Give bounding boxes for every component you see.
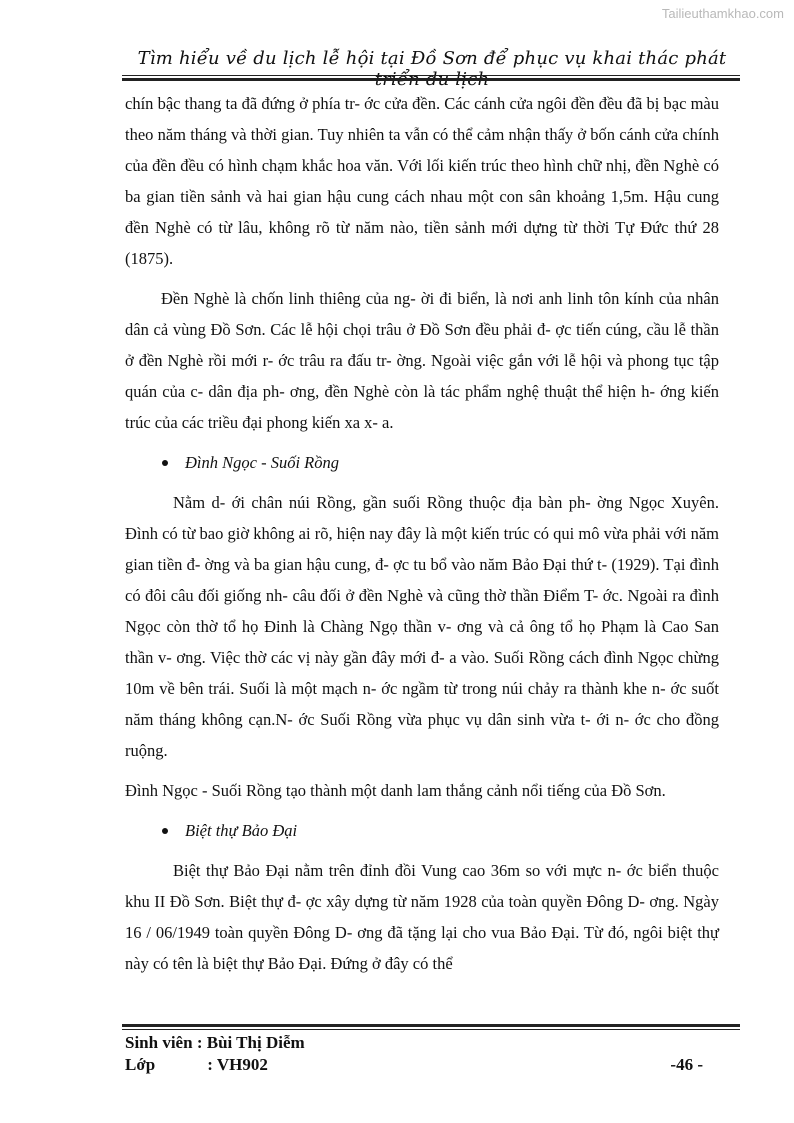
footer-rule-thick (122, 1024, 740, 1027)
class-value: : VH902 (207, 1055, 268, 1074)
bullet-dot-icon (162, 460, 168, 466)
footer (125, 1033, 705, 1077)
paragraph-5: Biệt thự Bảo Đại nằm trên đỉnh đồi Vung cao 36m so với mực n- ớc biển thuộc khu II Đồ Sơn. Biệt thự đ- ợc xây dựng từ năm 1928 của toàn quyền Đông D- ơng. Ngày 16 / 06/1949 toàn quyền Đông D- ơng đã tặng lại cho vua Bảo Đại. Từ đó, ngôi biệt thự này có tên là biệt thự Bảo Đại. Đứng ở đây có thể (125, 861, 719, 973)
page-body (125, 88, 719, 979)
footer-rule-thin (122, 1029, 740, 1030)
student-name: : Bùi Thị Diễm (196, 1033, 305, 1052)
paragraph-3: Nằm d- ới chân núi Rồng, gần suối Rồng thuộc địa bàn ph- ờng Ngọc Xuyên. Đình có từ bao giờ không ai rõ, hiện nay đây là một kiến trúc có qui mô vừa phải với năm gian tiền đ- ờng và ba gian hậu cung, đ- ợc tu bổ vào năm Bảo Đại thứ t- (1929). Tại đình có đôi câu đối giống nh- câu đối ở đền Nghè và cũng thờ thần Điểm T- ớc. Ngoài ra đình Ngọc còn thờ tổ họ Đinh là Chàng Ngọ thần v- ơng và cả ông tổ họ Phạm là Cao San thần v- ơng. Việc thờ các vị này gần đây mới đ- a vào. Suối Rồng cách đình Ngọc chừng 10m về bên trái. Suối là một mạch n- ớc ngầm từ trong núi chảy ra thành khe n- ớc suốt năm tháng không cạn.N- ớc Suối Rồng vừa phục vụ dân sinh vừa t- ới n- ớc cho đồng ruộng. (125, 493, 719, 760)
paragraph-1: chín bậc thang ta đã đứng ở phía tr- ớc cửa đền. Các cánh cửa ngôi đền đều đã bị bạc màu theo năm tháng và thời gian. Tuy nhiên ta vẫn có thể cảm nhận thấy ở bốn cánh cửa chính của đền đều có hình chạm khắc hoa văn. Với lối kiến trúc theo hình chữ nhị, đền Nghè có ba gian tiền sảnh và hai gian hậu cung cách nhau một con sân khoảng 1,5m. Hậu cung đền Nghè có từ lâu, không rõ từ năm nào, tiền sảnh mới dựng từ thời Tự Đức thứ 28 (1875). (125, 94, 719, 268)
paragraph-4: Đình Ngọc - Suối Rồng tạo thành một danh lam thắng cảnh nổi tiếng của Đồ Sơn. (125, 781, 666, 800)
header-rule-thick (122, 78, 740, 81)
bullet-heading-biet-thu (125, 815, 719, 846)
footer-class-row (125, 1055, 705, 1077)
header-rule-thin (122, 75, 740, 76)
class-label: Lớp (125, 1055, 156, 1074)
bullet-heading-dinh-ngoc (125, 447, 719, 478)
bullet-dot-icon (162, 828, 168, 834)
footer-student-row (125, 1033, 705, 1055)
paragraph-2: Đền Nghè là chốn linh thiêng của ng- ời đi biển, là nơi anh linh tôn kính của nhân dân cả vùng Đồ Sơn. Các lễ hội chọi trâu ở Đồ Sơn đều phải đ- ợc tiến cúng, cầu lễ thần ở đền Nghè rồi mới r- ớc trâu ra đấu tr- ờng. Ngoài việc gắn với lễ hội và phong tục tập quán của c- dân địa ph- ơng, đền Nghè còn là tác phẩm nghệ thuật thể hiện h- ớng kiến trúc của các triều đại phong kiến xa x- a. (125, 289, 719, 432)
student-label: Sinh viên (125, 1033, 193, 1052)
running-header: Tìm hiểu về du lịch lễ hội tại Đồ Sơn để phục vụ khai thác phát triển du lịch (137, 48, 727, 90)
watermark: Tailieuthamkhao.com (661, 6, 784, 21)
page-number: -46 - (670, 1055, 703, 1074)
bullet-heading-text: Đình Ngọc - Suối Rồng (185, 453, 339, 472)
bullet-heading-text: Biệt thự Bảo Đại (185, 821, 298, 840)
